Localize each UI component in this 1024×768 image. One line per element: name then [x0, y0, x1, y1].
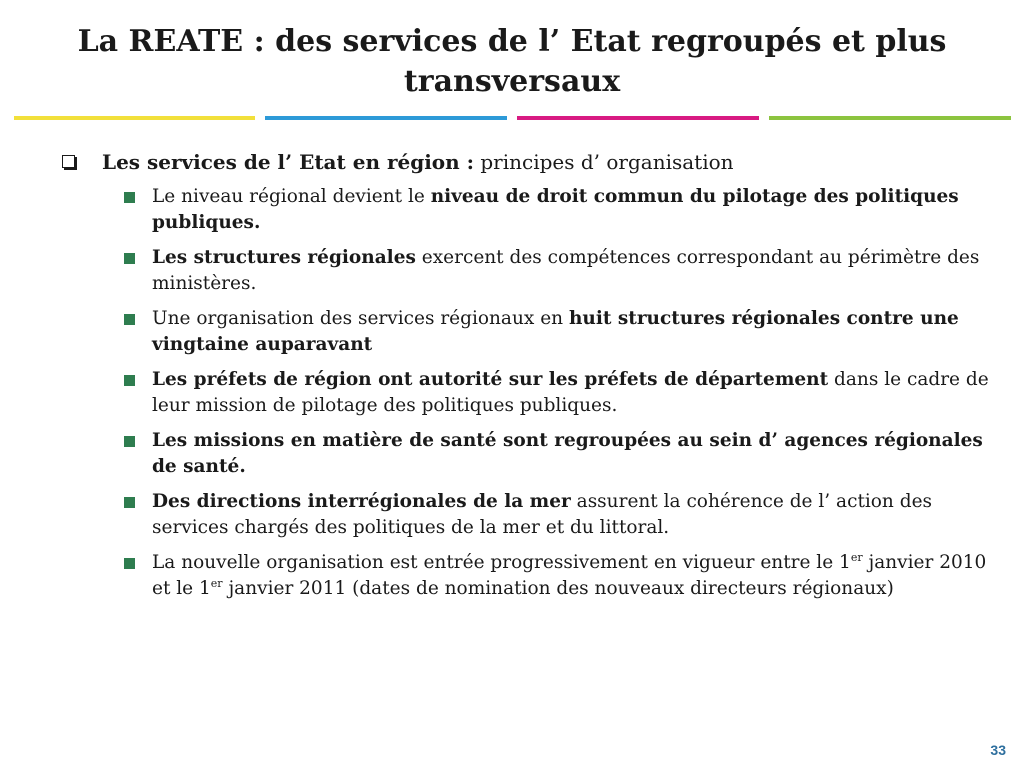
color-rule-blue	[265, 116, 507, 120]
text-run: assurent la cohérence de l’ action des services chargés des politiques de la mer et du littoral.	[152, 491, 933, 538]
square-bullet-icon	[124, 253, 135, 264]
superscript-text: er	[210, 576, 223, 590]
square-bullet-icon	[124, 192, 135, 203]
bullet-item	[124, 489, 994, 541]
color-rule-yellow	[14, 116, 255, 120]
page-number: 33	[990, 742, 1006, 758]
bold-text: Des directions interrégionales de la mer	[152, 491, 571, 512]
text-run: Le niveau régional devient le	[152, 186, 431, 207]
bold-text: Les préfets de région ont autorité sur les préfets de département	[152, 369, 829, 390]
bullet-item	[124, 245, 994, 297]
square-bullet-icon	[124, 375, 135, 386]
text-run: exercent des compétences correspondant au périmètre des ministères.	[152, 247, 980, 294]
superscript-text: er	[850, 550, 863, 564]
square-bullet-icon	[124, 314, 135, 325]
text-run: Une organisation des services régionaux en	[152, 308, 569, 329]
bullet-item	[124, 306, 994, 358]
color-rule-magenta	[517, 116, 759, 120]
bullet-item	[124, 367, 994, 419]
square-bullet-icon	[124, 436, 135, 447]
section-heading-rest: principes d’ organisation	[474, 150, 734, 174]
bullet-list	[124, 184, 994, 611]
color-rule-green	[769, 116, 1011, 120]
slide-title: La REATE : des services de l’ Etat regroupés et plus transversaux	[77, 24, 947, 99]
bullet-item	[124, 428, 994, 480]
hollow-square-bullet-icon	[62, 155, 75, 168]
bold-text: Les missions en matière de santé sont regroupées au sein d’ agences régionales de santé.	[152, 430, 983, 477]
bold-text: niveau de droit commun du pilotage des politiques publiques.	[152, 186, 959, 233]
text-run: dans le cadre de leur mission de pilotage des politiques publiques.	[152, 369, 989, 416]
section-heading-bold: Les services de l’ Etat en région :	[102, 150, 475, 174]
square-bullet-icon	[124, 558, 135, 569]
bullet-item	[124, 550, 994, 602]
bold-text: Les structures régionales	[152, 247, 416, 268]
text-run: janvier 2011 (dates de nomination des nouveaux directeurs régionaux)	[222, 578, 894, 599]
bold-text: huit structures régionales contre une vingtaine auparavant	[152, 308, 959, 355]
square-bullet-icon	[124, 497, 135, 508]
text-run: janvier 2010 et le 1	[152, 552, 987, 599]
bullet-item	[124, 184, 994, 236]
text-run: La nouvelle organisation est entrée progressivement en vigueur entre le 1	[152, 552, 851, 573]
